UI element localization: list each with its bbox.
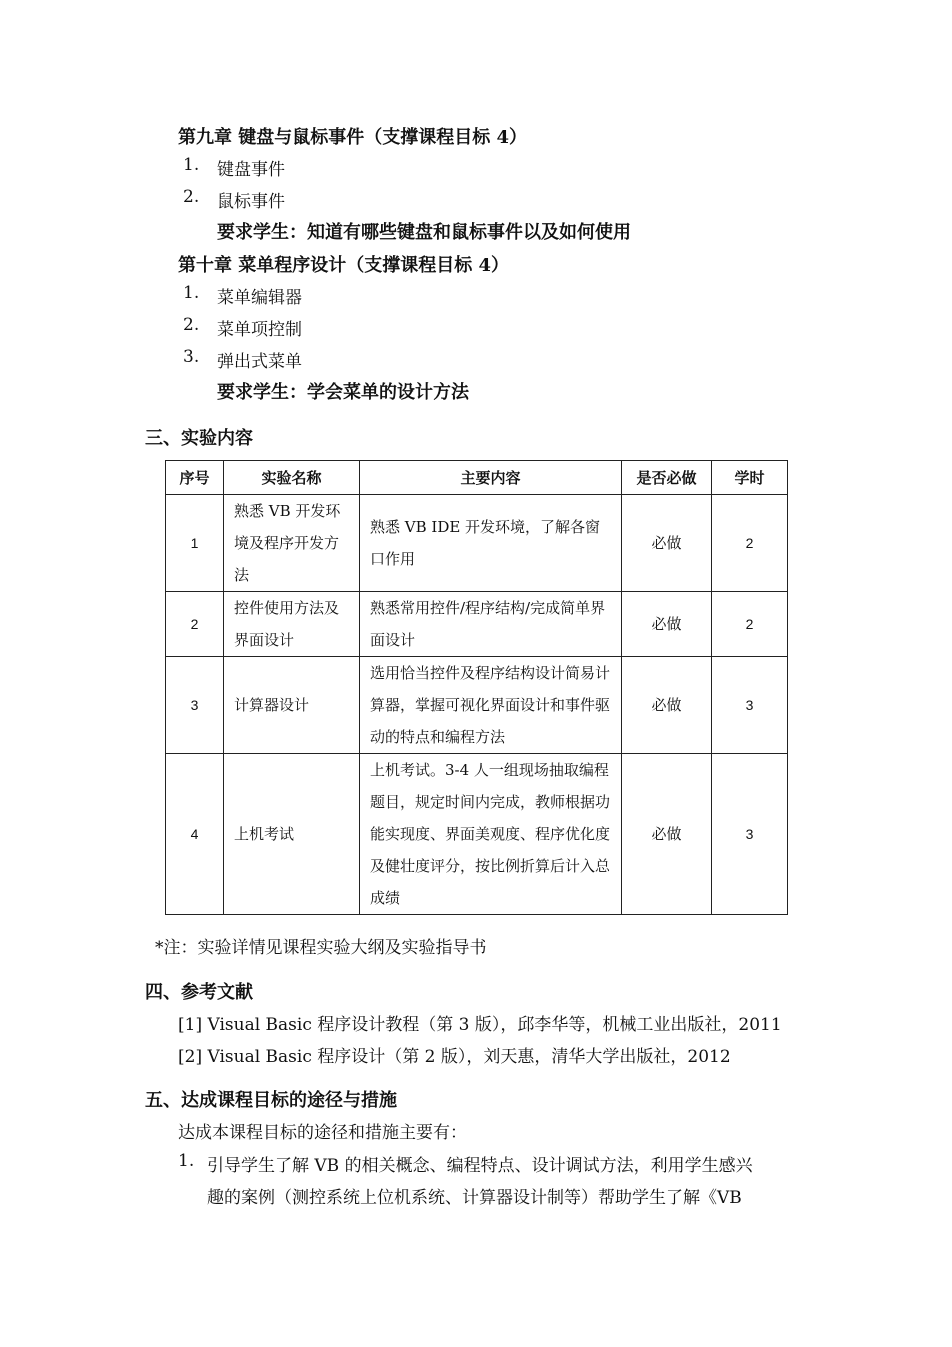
row-hours: 2	[712, 495, 788, 592]
row-name: 计算器设计	[224, 657, 360, 754]
table-row	[166, 657, 788, 754]
chapter10-requirement: 要求学生：学会菜单的设计方法	[217, 382, 469, 403]
table-note: *注：实验详情见课程实验大纲及实验指导书	[155, 938, 487, 958]
experiment-table	[165, 460, 788, 915]
header-number: 序号	[166, 461, 224, 495]
row-required: 必做	[622, 495, 712, 592]
row-content: 上机考试。3-4 人一组现场抽取编程题目，规定时间内完成，教师根据功能实现度、界面美观度、程序优化度及健壮度评分，按比例折算后计入总成绩	[360, 754, 622, 915]
row-content: 熟悉常用控件/程序结构/完成简单界面设计	[360, 592, 622, 657]
point-text-line: 趣的案例（测控系统上位机系统、计算器设计制等）帮助学生了解《VB	[207, 1188, 742, 1208]
point-text-line: 引导学生了解 VB 的相关概念、编程特点、设计调试方法，利用学生感兴	[207, 1156, 753, 1176]
row-name: 上机考试	[224, 754, 360, 915]
row-number: 1	[166, 495, 224, 592]
header-required: 是否必做	[622, 461, 712, 495]
row-required: 必做	[622, 657, 712, 754]
chapter9-item-text: 键盘事件	[217, 160, 285, 180]
row-required: 必做	[622, 754, 712, 915]
row-number: 2	[166, 592, 224, 657]
reference-item: [2] Visual Basic 程序设计（第 2 版），刘天惠，清华大学出版社，2012	[178, 1047, 731, 1067]
table-row	[166, 592, 788, 657]
row-required: 必做	[622, 592, 712, 657]
chapter9-requirement: 要求学生：知道有哪些键盘和鼠标事件以及如何使用	[217, 222, 631, 243]
row-hours: 2	[712, 592, 788, 657]
chapter9-item-num: 1.	[183, 155, 200, 175]
row-number: 3	[166, 657, 224, 754]
chapter9-item-text: 鼠标事件	[217, 192, 285, 212]
row-content: 熟悉 VB IDE 开发环境，了解各窗口作用	[360, 495, 622, 592]
reference-item: [1] Visual Basic 程序设计教程（第 3 版），邱李华等，机械工业出版社，2011	[178, 1015, 782, 1035]
chapter10-item-num: 3.	[183, 347, 200, 367]
table-row	[166, 754, 788, 915]
row-name: 熟悉 VB 开发环境及程序开发方法	[224, 495, 360, 592]
section3-title: 三、实验内容	[145, 428, 253, 449]
chapter10-item-text: 弹出式菜单	[217, 352, 302, 372]
header-hours: 学时	[712, 461, 788, 495]
table-row	[166, 495, 788, 592]
section5-title: 五、达成课程目标的途径与措施	[145, 1090, 397, 1111]
chapter10-item-num: 1.	[183, 283, 200, 303]
chapter10-item-text: 菜单编辑器	[217, 288, 302, 308]
chapter10-item-num: 2.	[183, 315, 200, 335]
chapter10-title: 第十章 菜单程序设计（支撑课程目标 4）	[178, 255, 510, 276]
header-content: 主要内容	[360, 461, 622, 495]
chapter10-item-text: 菜单项控制	[217, 320, 302, 340]
point-number: 1.	[178, 1151, 195, 1171]
row-hours: 3	[712, 754, 788, 915]
section4-title: 四、参考文献	[145, 982, 253, 1003]
chapter9-item-num: 2.	[183, 187, 200, 207]
row-name: 控件使用方法及界面设计	[224, 592, 360, 657]
section5-intro: 达成本课程目标的途径和措施主要有：	[178, 1123, 467, 1143]
row-content: 选用恰当控件及程序结构设计简易计算器，掌握可视化界面设计和事件驱动的特点和编程方法	[360, 657, 622, 754]
chapter9-title: 第九章 键盘与鼠标事件（支撑课程目标 4）	[178, 127, 528, 148]
row-number: 4	[166, 754, 224, 915]
header-name: 实验名称	[224, 461, 360, 495]
table-header-row	[166, 461, 788, 495]
row-hours: 3	[712, 657, 788, 754]
